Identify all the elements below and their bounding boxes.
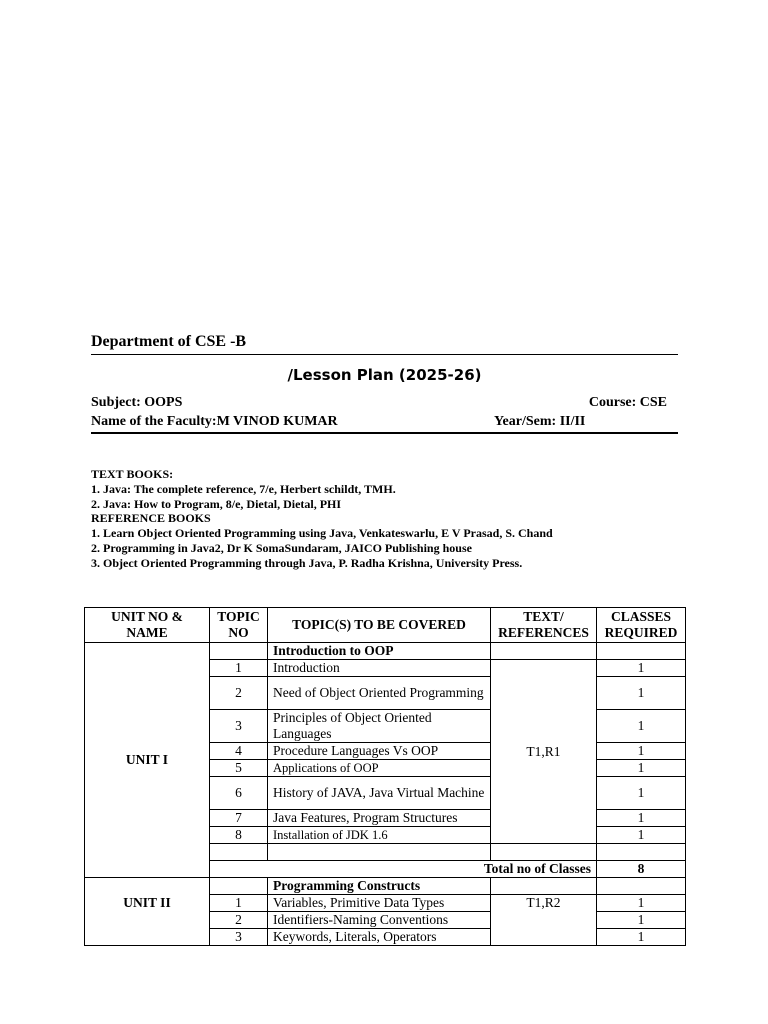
topic-no: 4	[210, 743, 268, 760]
topic-no: 6	[210, 777, 268, 810]
text-book-item: 2. Java: How to Program, 8/e, Dietal, Dietal, PHI	[91, 496, 342, 511]
subject-label: Subject: OOPS	[91, 395, 183, 410]
text-book-item: 1. Java: The complete reference, 7/e, Herbert schildt, TMH.	[91, 481, 396, 496]
topic-text: Variables, Primitive Data Types	[268, 895, 491, 912]
lesson-plan-title: /Lesson Plan (2025-26)	[287, 366, 482, 384]
topic-no: 3	[210, 710, 268, 743]
classes-count: 1	[597, 760, 686, 777]
text-books-heading: TEXT BOOKS:	[91, 467, 174, 481]
header-unit: UNIT NO & NAME	[85, 608, 210, 643]
topic-text: Keywords, Literals, Operators	[268, 929, 491, 946]
unit-name: UNIT I	[85, 643, 210, 878]
topic-text: Principles of Object Oriented Languages	[268, 710, 491, 743]
reference-books-heading: REFERENCE BOOKS	[91, 511, 211, 526]
references-cell: T1,R1	[491, 660, 597, 844]
department-heading: Department of CSE -B	[91, 333, 247, 350]
reference-book-item: 1. Learn Object Oriented Programming using Java, Venkateswarlu, E V Prasad, S. Chand	[91, 526, 553, 541]
classes-count: 1	[597, 743, 686, 760]
reference-book-item: 3. Object Oriented Programming through Java, P. Radha Krishna, University Press.	[91, 555, 523, 570]
classes-count: 1	[597, 827, 686, 844]
topic-no: 7	[210, 810, 268, 827]
topic-no: 8	[210, 827, 268, 844]
faculty-label: Name of the Faculty:M VINOD KUMAR	[91, 414, 338, 429]
topic-no: 2	[210, 677, 268, 710]
references-cell: T1,R2	[491, 895, 597, 946]
topic-no: 1	[210, 895, 268, 912]
reference-book-item: 2. Programming in Java2, Dr K SomaSundaram, JAICO Publishing house	[91, 540, 472, 555]
table-header-row	[85, 608, 686, 643]
topic-text: Java Features, Program Structures	[268, 810, 491, 827]
header-rule	[91, 354, 678, 355]
topic-no: 1	[210, 660, 268, 677]
header-classes: CLASSES REQUIRED	[597, 608, 686, 643]
topic-text: Installation of JDK 1.6	[268, 827, 491, 844]
topic-no: 5	[210, 760, 268, 777]
classes-count: 1	[597, 895, 686, 912]
total-label: Total no of Classes	[210, 861, 597, 878]
topic-no: 2	[210, 912, 268, 929]
topic-text: Applications of OOP	[268, 760, 491, 777]
topic-text: History of JAVA, Java Virtual Machine	[268, 777, 491, 810]
classes-count: 1	[597, 929, 686, 946]
topic-text: Introduction	[268, 660, 491, 677]
header-rule-thick	[91, 432, 678, 434]
classes-count: 1	[597, 777, 686, 810]
classes-count: 1	[597, 810, 686, 827]
topic-text: Identifiers-Naming Conventions	[268, 912, 491, 929]
total-classes: 8	[597, 861, 686, 878]
classes-count: 1	[597, 660, 686, 677]
topic-no: 3	[210, 929, 268, 946]
section-title: Introduction to OOP	[268, 643, 491, 660]
books-section	[91, 467, 553, 571]
lesson-plan-table	[84, 607, 686, 946]
topic-text: Procedure Languages Vs OOP	[268, 743, 491, 760]
table-row	[85, 643, 686, 660]
topic-text: Need of Object Oriented Programming	[268, 677, 491, 710]
unit-name: UNIT II	[85, 878, 210, 946]
table-row	[85, 878, 686, 895]
header-topic-no: TOPIC NO	[210, 608, 268, 643]
classes-count: 1	[597, 912, 686, 929]
course-label: Course: CSE	[588, 395, 667, 410]
year-sem-label: Year/Sem: II/II	[494, 414, 586, 429]
classes-count: 1	[597, 710, 686, 743]
header-references: TEXT/ REFERENCES	[491, 608, 597, 643]
classes-count: 1	[597, 677, 686, 710]
header-topics: TOPIC(S) TO BE COVERED	[268, 608, 491, 643]
section-title: Programming Constructs	[268, 878, 491, 895]
